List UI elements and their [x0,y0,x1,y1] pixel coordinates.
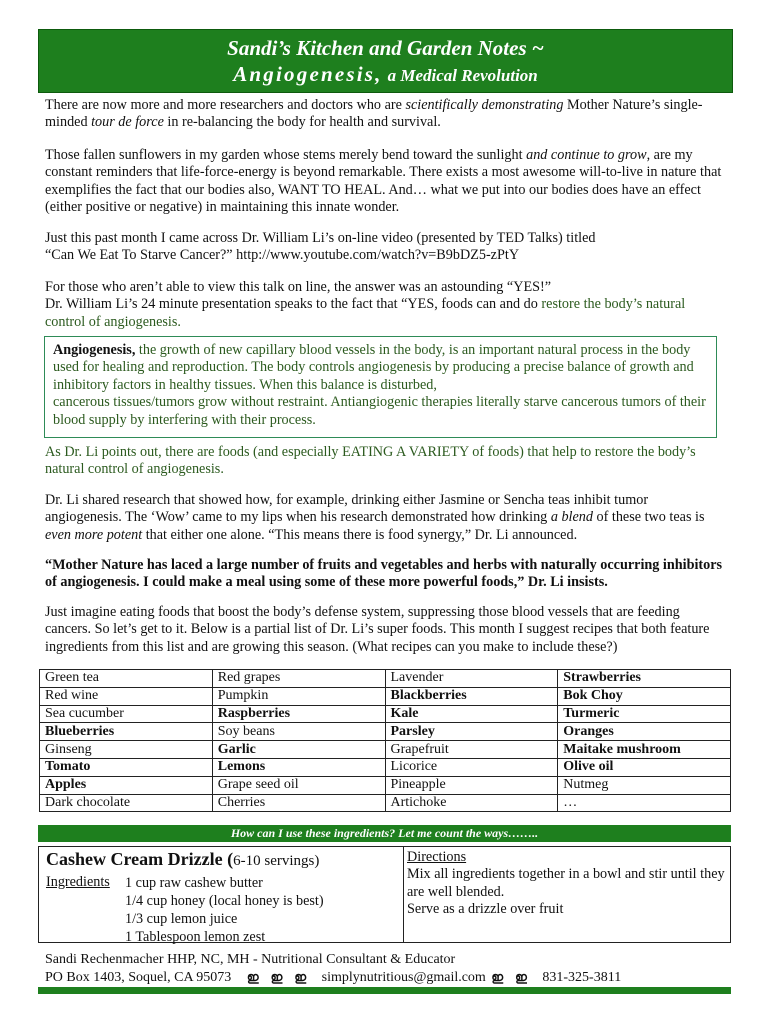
definition-box: Angiogenesis, the growth of new capillary blood vessels in the body, is an important natural process in the body used for healing and reproduction. The body controls angiogenesis by producing a precise balance of growth and inhibitory factors in healthy tissues. When this balance is disturbed, cancerous tissues/tumors grow without restraint. Antiangiogenic therapies literally starve cancerous tumors of their blood supply by interfering with their process. [44,336,717,438]
video-link[interactable]: “Can We Eat To Starve Cancer?” http://www.youtube.com/watch?v=B9bDZ5-zPtY [45,247,520,264]
table-row [40,705,731,723]
ornament-icon: ഇ [270,969,283,984]
quote-paragraph: “Mother Nature has laced a large number of fruits and vegetables and herbs with naturally occurring inhibitors of angiogenesis. I could make a meal using some of these more powerful foods,” Dr. Li insists. [45,557,723,591]
food-cell: Ginseng [40,741,213,759]
food-cell: Soy beans [212,723,385,741]
table-row [40,758,731,776]
email-link[interactable]: simplynutritious@gmail.com [321,969,486,985]
ornament-icon: ഇ [294,969,307,984]
food-cell: Green tea [40,670,213,688]
author-credentials: Sandi Rechenmacher HHP, NC, MH - Nutritional Consultant & Educator [45,952,456,967]
recipe-box [38,846,731,943]
food-cell: Oranges [558,723,731,741]
food-cell: Red grapes [212,670,385,688]
ingredients-label: Ingredients [46,874,110,890]
ingredient: 1/4 cup honey (local honey is best) [125,893,324,909]
food-cell: Garlic [212,741,385,759]
food-cell: Grape seed oil [212,776,385,794]
food-cell: Grapefruit [385,741,558,759]
food-cell: Turmeric [558,705,731,723]
ingredient: 1/3 cup lemon juice [125,911,238,927]
bottom-rule [38,987,731,994]
count-the-ways-bar: How can I use these ingredients? Let me count the ways…….. [38,825,731,842]
sunflower-paragraph: Those fallen sunflowers in my garden whose stems merely bend toward the sunlight and continue to grow, are my constant reminders that life-force-energy is beyond remarkable. There exists a most awesome will-to-live in nature that exemplifies the fact that our bodies also, WANT TO HEAL. And… what we put into our bodies does have an effect (either positive or negative) in maintaining this innate wonder. [45,147,722,216]
answer-paragraph: For those who aren’t able to view this talk on line, the answer was an astounding “YES!” Dr. William Li’s 24 minute presentation speaks to the fact that “YES, foods can and do restore the body’s natural control of angiogenesis. [45,279,686,330]
ingredient: 1 cup raw cashew butter [125,875,263,891]
food-cell: Cherries [212,794,385,812]
directions-step: Mix all ingredients together in a bowl and stir until they are well blended. [407,866,725,900]
food-cell: Bok Choy [558,687,731,705]
phone-number: 831-325-3811 [542,969,622,985]
food-cell: Raspberries [212,705,385,723]
food-cell: Dark chocolate [40,794,213,812]
directions-label: Directions [407,849,467,865]
food-cell: Apples [40,776,213,794]
footer [45,951,621,986]
food-cell: Pineapple [385,776,558,794]
food-cell: Parsley [385,723,558,741]
ornament-icon: ഇ [246,969,259,984]
recipe-title: Cashew Cream Drizzle (6-10 servings) [46,849,320,869]
food-cell: Kale [385,705,558,723]
table-row [40,794,731,812]
food-cell: … [558,794,731,812]
table-row [40,670,731,688]
title-banner [38,29,733,93]
food-cell: Nutmeg [558,776,731,794]
superfood-table [39,669,731,812]
food-cell: Tomato [40,758,213,776]
food-cell: Maitake mushroom [558,741,731,759]
newsletter-title: Sandi’s Kitchen and Garden Notes ~ [227,36,544,60]
recipe-ingredients-panel [39,847,404,945]
ornament-icon: ഇ [491,969,504,984]
recipe-directions-panel [407,849,725,919]
food-cell: Artichoke [385,794,558,812]
food-cell: Blueberries [40,723,213,741]
food-cell: Blackberries [385,687,558,705]
variety-paragraph: As Dr. Li points out, there are foods (and especially EATING A VARIETY of foods) that help to restore the body’s natural control of angiogenesis. [45,444,696,478]
food-cell: Lavender [385,670,558,688]
tea-paragraph: Dr. Li shared research that showed how, for example, drinking either Jasmine or Sencha teas inhibit tumor angiogenesis. The ‘Wow’ came to my lips when his research demonstrated how drinking a blend of these two teas is even more potent that either one alone. “This means there is food synergy,” Dr. Li announced. [45,492,705,543]
address: PO Box 1403, Soquel, CA 95073 [45,969,232,985]
ornament-icon: ഇ [515,969,527,984]
definition-term: Angiogenesis, [53,342,136,358]
food-cell: Red wine [40,687,213,705]
food-cell: Strawberries [558,670,731,688]
food-cell: Sea cucumber [40,705,213,723]
food-cell: Licorice [385,758,558,776]
food-cell: Olive oil [558,758,731,776]
table-row [40,687,731,705]
food-cell: Lemons [212,758,385,776]
food-cell: Pumpkin [212,687,385,705]
superfood-paragraph: Just imagine eating foods that boost the body’s defense system, suppressing those blood vessels that are feeding cancers. So let’s get to it. Below is a partial list of Dr. Li’s super foods. This month I suggest recipes that both feature ingredients from this list and are growing this season. (What recipes can you make to include these?) [45,604,710,655]
table-row [40,741,731,759]
directions-step: Serve as a drizzle over fruit [407,901,564,918]
table-row [40,776,731,794]
table-row [40,723,731,741]
article-title: Angiogenesis, a Medical Revolution [233,62,538,86]
contact-line [45,969,621,987]
intro-paragraph: There are now more and more researchers and doctors who are scientifically demonstrating Mother Nature’s single-minded tour de force in re-balancing the body for health and survival. [45,97,703,131]
video-paragraph: Just this past month I came across Dr. William Li’s on-line video (presented by TED Talks) titled “Can We Eat To Starve Cancer?” http://www.youtube.com/watch?v=B9bDZ5-zPtY [45,230,725,265]
ingredients-list [125,874,324,946]
ingredient: 1 Tablespoon lemon zest [125,929,266,945]
